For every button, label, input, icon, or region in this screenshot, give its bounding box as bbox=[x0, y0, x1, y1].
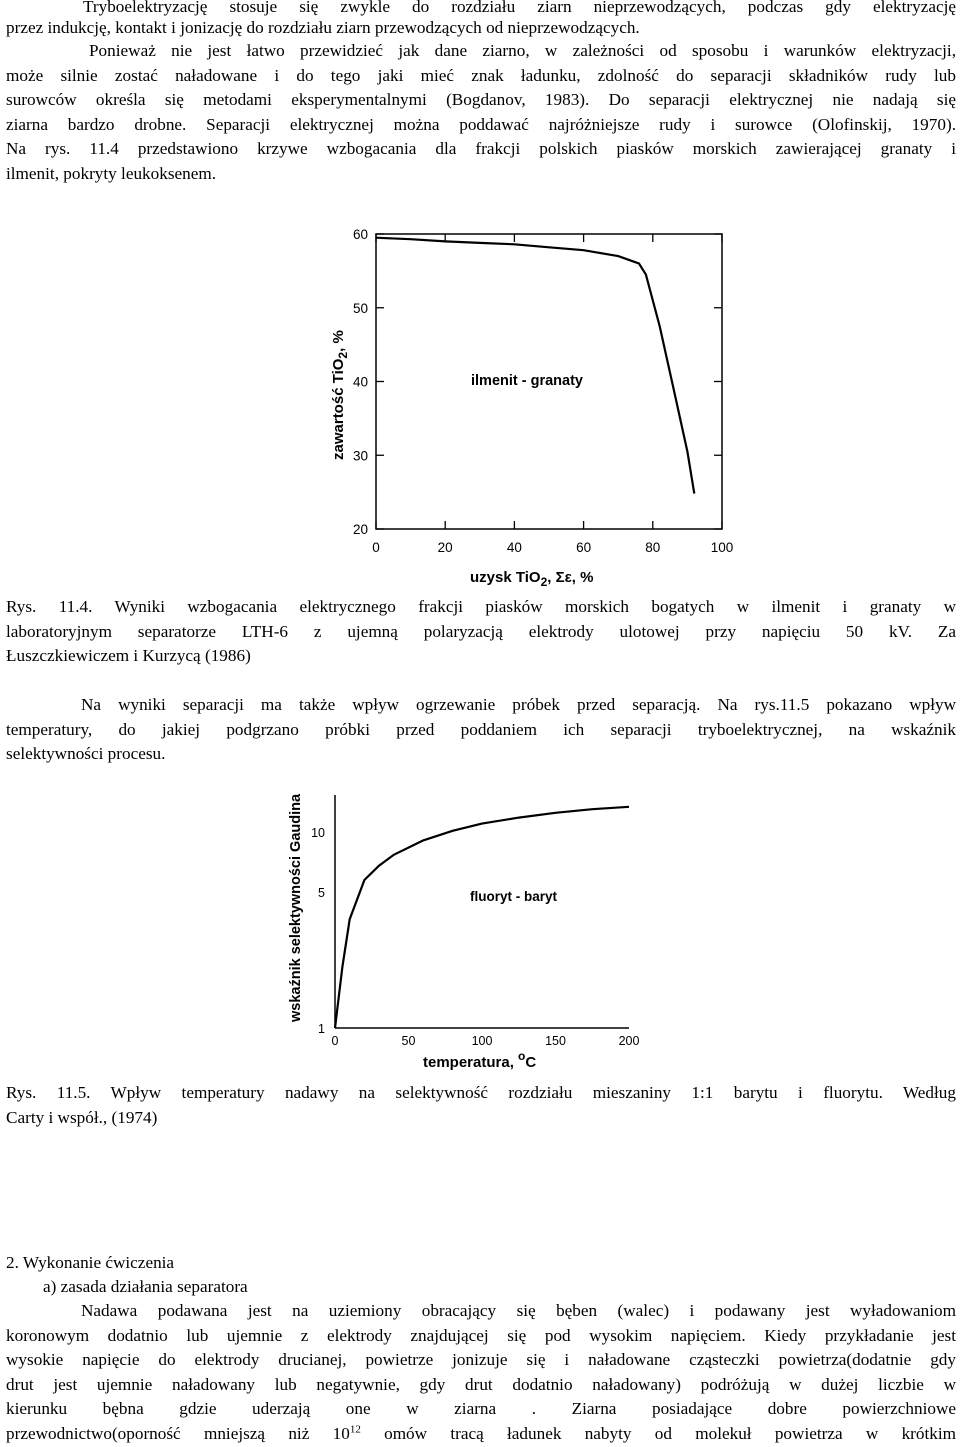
caption-1-line: laboratoryjnym separatorze LTH-6 z ujemną polaryzacją elektrody ulotowej przy napięciu 50 kV. Za bbox=[6, 621, 956, 641]
paragraph-2-line: Na wyniki separacji ma także wpływ ogrzewanie próbek przed separacją. Na rys.11.5 pokazano wpływ bbox=[81, 695, 956, 714]
figure-1-y-tick-label: 40 bbox=[352, 374, 368, 390]
caption-figure-11-5 bbox=[6, 1081, 956, 1130]
paragraph-3-line: kierunku bębna gdzie uderzają one w ziarna . Ziarna posiadające dobre powierzchniowe bbox=[6, 1399, 956, 1419]
figure-2-series-line bbox=[335, 807, 629, 1028]
figure-1-ylabel: zawartość TiO$_2$, % bbox=[330, 330, 350, 460]
figure-2-axes bbox=[335, 795, 629, 1028]
paragraph-2-line: selektywności procesu. bbox=[6, 744, 166, 764]
paragraph-1-line: Na rys. 11.4 przedstawiono krzywe wzbogacania dla frakcji polskich piasków morskich zawierającej granaty i bbox=[6, 139, 956, 159]
paragraph-3-last-line bbox=[6, 1422, 956, 1447]
figure-1-x-tick-label: 80 bbox=[645, 540, 661, 555]
caption-1-line: Rys. 11.4. Wyniki wzbogacania elektrycznego frakcji piasków morskich bogatych w ilmenit i granaty w bbox=[6, 597, 956, 616]
figure-1-x-tick-label: 100 bbox=[710, 540, 734, 555]
paragraph-3-line: koronowym dodatnio lub ujemnie z elektrody znajdującej się pod wysokim napięciem. Kiedy przykładanie jest bbox=[6, 1325, 956, 1345]
figure-1-x-tick-label: 60 bbox=[576, 540, 592, 555]
figure-2-x-tick-label: 100 bbox=[471, 1034, 493, 1048]
paragraph-3-line: wysokie napięcie do elektrody drucianej, powietrze jonizuje się i naładowane cząsteczki powietrza(dodatnie gdy bbox=[6, 1350, 956, 1370]
figure-1-annotation: ilmenit - granaty bbox=[471, 373, 583, 389]
figure-1-x-tick-label: 0 bbox=[372, 540, 380, 555]
caption-2-line: Rys. 11.5. Wpływ temperatury nadawy na selektywność rozdziału mieszaniny 1:1 barytu i fluorytu. Według bbox=[6, 1083, 956, 1102]
figure-2-ticks bbox=[311, 826, 639, 1048]
section-heading: 2. Wykonanie ćwiczenia bbox=[6, 1253, 175, 1272]
figure-1-x-tick-label: 20 bbox=[437, 540, 453, 555]
paragraph-1-line: ilmenit, pokryty leukoksenem. bbox=[6, 163, 217, 183]
paragraph-3-line: drut jest ujemnie naładowany lub negatywnie, gdy drut dodatnio naładowany) podróżują w dużej liczbie w bbox=[6, 1374, 956, 1394]
paragraph-1-line: surowców określa się metodami eksperymentalnymi (Bogdanov, 1983). Do separacji elektrycznej nie nadają się bbox=[6, 90, 956, 110]
paragraph-3 bbox=[6, 1299, 956, 1447]
figure-2-ylabel: wskaźnik selektywności Gaudina bbox=[288, 793, 304, 1022]
figure-2-y-tick-label: 1 bbox=[318, 1022, 325, 1036]
paragraph-1-line: ziarna bardzo drobne. Separacji elektrycznej można poddawać najróżniejsze rudy i surowce (Olofinskij, 1970). bbox=[6, 114, 956, 134]
figure-1-x-tick-label: 40 bbox=[506, 540, 522, 555]
intro-line-1: Tryboelektryzację stosuje się zwykle do rozdziału ziarn nieprzewodzących, podczas gdy elektryzację bbox=[83, 0, 956, 16]
figure-1-y-tick-label: 30 bbox=[352, 448, 368, 464]
paragraph-3-line: Nadawa podawana jest na uziemiony obracający się bęben (walec) i podawany jest wyładowaniom bbox=[81, 1301, 956, 1320]
figure-2-annotation: fluoryt - baryt bbox=[470, 889, 558, 904]
figure-2-y-tick-label: 5 bbox=[318, 886, 325, 900]
paragraph-1-line: może silnie zostać naładowane i do tego jaki mieć znak ładunku, zdolność do separacji składników rudy lub bbox=[6, 65, 956, 85]
caption-2-line: Carty i współ., (1974) bbox=[6, 1107, 158, 1127]
section-subheading: a) zasada działania separatora bbox=[43, 1277, 248, 1296]
figure-2-x-tick-label: 200 bbox=[618, 1034, 640, 1048]
paragraph-1-line: Ponieważ nie jest łatwo przewidzieć jak dane ziarno, w zależności od sposobu i warunków elektryzacji, bbox=[89, 41, 956, 60]
paragraph-3-superscript: 12 bbox=[349, 1423, 361, 1436]
paragraph-3-last-pre: przewodnictwo(oporność mniejszą niż 10 bbox=[6, 1423, 350, 1443]
figure-1-y-tick-label: 50 bbox=[352, 300, 368, 316]
figure-2-x-tick-label: 50 bbox=[401, 1034, 416, 1048]
figure-2-xlabel: temperatura, $^o$C bbox=[423, 1049, 537, 1071]
figure-1-y-tick-label: 20 bbox=[352, 522, 368, 537]
intro-line-2: przez indukcję, kontakt i jonizację do rozdziału ziarn przewodzących od nieprzewodzących. bbox=[6, 18, 640, 37]
figure-1-xlabel: uzysk TiO$_2$, Σε, % bbox=[470, 569, 594, 589]
paragraph-2-line: temperatury, do jakiej podgrzano próbki przed poddaniem ich separacji tryboelektrycznej, na wskaźnik bbox=[6, 719, 956, 739]
paragraph-3-last-post: omów tracą ładunek nabyty od molekuł powietrza w krótkim bbox=[360, 1423, 956, 1443]
caption-1-line: Łuszczkiewiczem i Kurzycą (1986) bbox=[6, 646, 251, 666]
figure-2-y-tick-label: 10 bbox=[311, 826, 325, 840]
figure-1-y-tick-label: 60 bbox=[352, 227, 368, 242]
figure-2-x-tick-label: 150 bbox=[545, 1034, 566, 1048]
figure-2-x-tick-label: 0 bbox=[331, 1034, 339, 1048]
